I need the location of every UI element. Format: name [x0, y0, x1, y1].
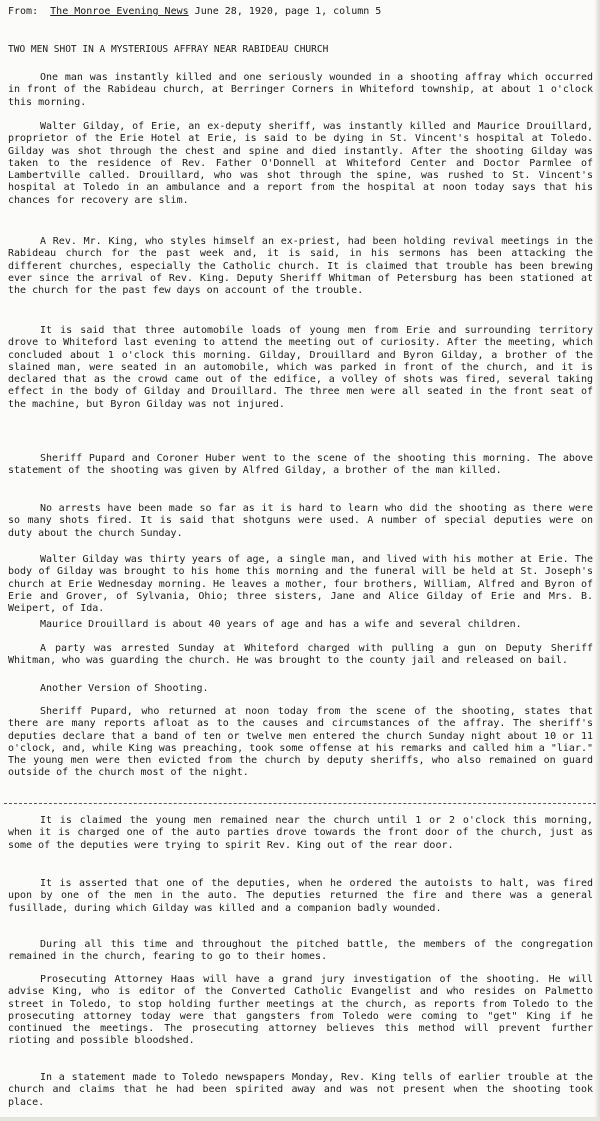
article-paragraph: One man was instantly killed and one seriously wounded in a shooting affray which occurred in front of the Rabideau church, at Berringer Corners in Whiteford township, at about 1 o'clock this morning. [8, 72, 593, 108]
article-paragraph: Maurice Drouillard is about 40 years of age and has a wife and several children. [40, 619, 522, 630]
article-paragraph: It is claimed the young men remained near the church until 1 or 2 o'clock this morning, when it is charged one of the auto parties drove towards the front door of the church, just as some of the deputies were trying to spirit Rev. King out of the rear door. [8, 815, 593, 851]
headline: TWO MEN SHOT IN A MYSTERIOUS AFFRAY NEAR RABIDEAU CHURCH [8, 44, 329, 55]
article-paragraph: It is said that three automobile loads of young men from Erie and surrounding territory drove to Whiteford last evening to attend the meeting out of curiosity. After the meeting, which concluded about 1 o'clock this morning. Gilday, Drouillard and Byron Gilday, a brother of the slained man, were seated in an automobile, which was parked in front of the church, and it is declared that as the crowd came out of the edifice, a volley of shots was fired, several taking effect in the body of Gilday and Drouillard. The three men were all seated in the front seat of the machine, but Byron Gilday was not injured. [8, 325, 593, 410]
source-citation [8, 6, 593, 18]
page-bottom-edge [0, 1117, 600, 1121]
article-paragraph: Walter Gilday was thirty years of age, a single man, and lived with his mother at Erie. The body of Gilday was brought to his home this morning and the funeral will be held at St. Joseph's church at Erie Wednesday morning. He leaves a mother, four brothers, William, Alfred and Byron of Erie and Grover, of Sylvania, Ohio; three sisters, Jane and Alice Gilday of Erie and Mrs. B. Weipert, of Ida. [8, 554, 593, 615]
article-paragraph: No arrests have been made so far as it is hard to learn who did the shooting as there were so many shots fired. It is said that shotguns were used. A number of special deputies were on duty about the church Sunday. [8, 503, 593, 539]
citation-details: June 28, 1920, page 1, column 5 [194, 6, 382, 17]
article-paragraph: Sheriff Pupard, who returned at noon today from the scene of the shooting, states that there are many reports afloat as to the causes and circumstances of the affray. The sheriff's deputies declare that a band of ten or twelve men entered the church Sunday night about 10 or 11 o'clock, and, while King was preaching, took some offense at his remarks and called him a "liar." The young men were then evicted from the church by deputy sheriffs, who also remained on guard outside of the church most of the night. [8, 706, 593, 779]
page-edge-shadow [594, 0, 600, 1121]
article-paragraph: In a statement made to Toledo newspapers Monday, Rev. King tells of earlier trouble at the church and claims that he had been spirited away and was not present when the shooting took place. [8, 1072, 593, 1108]
article-paragraph: Prosecuting Attorney Haas will have a grand jury investigation of the shooting. He will advise King, who is editor of the Converted Catholic Evangelist and who resides on Palmetto street in Toledo, to stop holding further meetings at the church, as reports from Toledo to the prosecuting attorney today were that gangsters from Toledo were coming to "get" King if he continued the meetings. The prosecuting attorney believes this method will prevent further rioting and possible bloodshed. [8, 974, 593, 1047]
article-paragraph: A Rev. Mr. King, who styles himself an ex-priest, had been holding revival meetings in the Rabideau church for the past week and, it is said, in his sermons has been attacking the different churches, especially the Catholic church. It is claimed that trouble has been brewing ever since the arrival of Rev. King. Deputy Sheriff Whitman of Petersburg has been stationed at the church for the past few days on account of the trouble. [8, 236, 593, 297]
subheading: Another Version of Shooting. [40, 683, 209, 694]
newspaper-name: The Monroe Evening News [50, 6, 189, 17]
citation-label: From: [8, 6, 39, 17]
article-paragraph: During all this time and throughout the pitched battle, the members of the congregation remained in the church, fearing to go to their homes. [8, 939, 593, 963]
article-paragraph: Sheriff Pupard and Coroner Huber went to the scene of the shooting this morning. The above statement of the shooting was given by Alfred Gilday, a brother of the man killed. [8, 453, 593, 477]
article-paragraph: Walter Gilday, of Erie, an ex-deputy sheriff, was instantly killed and Maurice Drouillard, proprietor of the Erie Hotel at Erie, is said to be dying in St. Vincent's hospital at Toledo. Gilday was shot through the chest and spine and died instantly. After the shooting Gilday was taken to the residence of Rev. Father O'Donnell at Whiteford Center and Doctor Parmlee of Lambertville called. Drouillard, who was shot through the spine, was rushed to St. Vincent's hospital at Toledo in an ambulance and a report from the hospital at noon today says that his chances for recovery are slim. [8, 121, 593, 206]
article-paragraph: A party was arrested Sunday at Whiteford charged with pulling a gun on Deputy Sheriff Whitman, who was guarding the church. He was brought to the county jail and released on bail. [8, 643, 593, 667]
divider [4, 803, 596, 804]
article-paragraph: It is asserted that one of the deputies, when he ordered the autoists to halt, was fired upon by one of the men in the auto. The deputies returned the fire and there was a general fusillade, during which Gilday was killed and a companion badly wounded. [8, 878, 593, 914]
